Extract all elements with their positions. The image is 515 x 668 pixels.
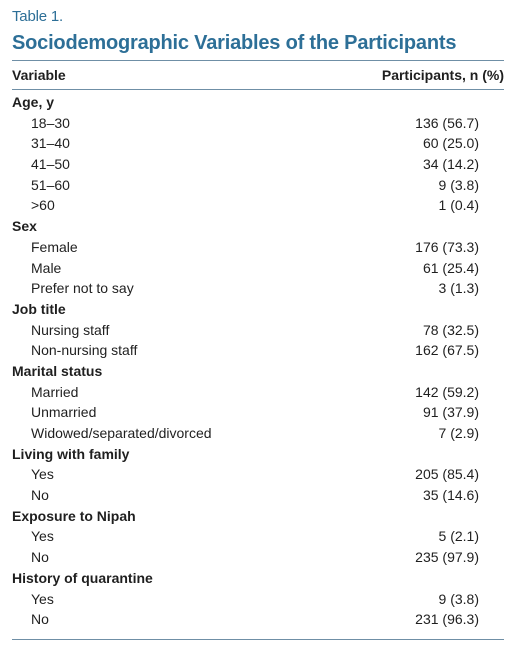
table-row: [12, 464, 504, 485]
table-row: [12, 133, 504, 154]
row-value: 60 (25.0): [422, 135, 479, 152]
row-label: Nursing staff: [31, 321, 110, 338]
row-label: 31–40: [31, 135, 70, 152]
row-value: 235 (97.9): [415, 549, 479, 566]
table-row: [12, 258, 504, 279]
row-value: 7 (2.9): [438, 425, 479, 441]
table-row: [12, 340, 504, 361]
row-label: No: [31, 611, 49, 628]
table-row: [12, 526, 504, 547]
row-value: 91 (37.9): [422, 404, 479, 421]
table-row: [12, 547, 504, 568]
row-value: 162 (67.5): [415, 342, 479, 359]
category-row-job-title: [12, 299, 504, 320]
table-row: [12, 175, 504, 196]
row-label: No: [31, 549, 49, 566]
row-label: 41–50: [31, 156, 70, 173]
column-header-participants: Participants, n (%): [381, 67, 504, 83]
category-label: Marital status: [12, 362, 103, 379]
table-container: [12, 6, 504, 640]
row-value: 35 (14.6): [422, 487, 479, 504]
row-label: Yes: [31, 528, 54, 545]
row-value: 3 (1.3): [438, 280, 479, 297]
category-row-exposure-to-nipah: [12, 506, 504, 527]
table-row: [12, 320, 504, 341]
row-label: Unmarried: [31, 404, 97, 421]
row-label: Married: [31, 383, 79, 400]
category-label: Sex: [12, 218, 37, 235]
row-label: Prefer not to say: [31, 280, 134, 297]
row-value: 78 (32.5): [422, 321, 479, 338]
row-label: >60: [31, 197, 55, 214]
category-label: Living with family: [12, 445, 130, 462]
row-value: 142 (59.2): [415, 383, 479, 400]
table-row: [12, 237, 504, 258]
row-value: 5 (2.1): [438, 528, 479, 545]
row-label: Widowed/separated/divorced: [31, 425, 212, 441]
table-header-row: [12, 60, 504, 90]
table-row: [12, 589, 504, 610]
category-row-marital-status: [12, 361, 504, 382]
row-label: Male: [31, 259, 62, 276]
category-row-age-y: [12, 92, 504, 113]
table-row: [12, 402, 504, 423]
table-body: [12, 90, 504, 630]
table-row: [12, 485, 504, 506]
row-label: Female: [31, 238, 78, 255]
row-label: Non-nursing staff: [31, 342, 138, 359]
category-row-history-of-quarantine: [12, 568, 504, 589]
row-value: 1 (0.4): [438, 197, 479, 214]
row-label: 51–60: [31, 176, 70, 193]
category-label: Job title: [12, 300, 66, 317]
table-row: [12, 154, 504, 175]
table-row: [12, 278, 504, 299]
category-label: History of quarantine: [12, 569, 153, 586]
category-label: Age, y: [12, 94, 55, 110]
table-label: Table 1.: [12, 8, 63, 25]
row-value: 231 (96.3): [415, 611, 479, 628]
row-value: 61 (25.4): [422, 259, 479, 276]
table-row: [12, 609, 504, 630]
row-label: Yes: [31, 590, 54, 607]
row-value: 205 (85.4): [415, 466, 479, 483]
category-label: Exposure to Nipah: [12, 507, 136, 524]
row-label: 18–30: [31, 114, 70, 131]
row-value: 176 (73.3): [415, 238, 479, 255]
row-value: 34 (14.2): [422, 156, 479, 173]
table-title: Sociodemographic Variables of the Participants: [12, 32, 457, 54]
row-label: Yes: [31, 466, 54, 483]
category-row-living-with-family: [12, 444, 504, 465]
category-row-sex: [12, 216, 504, 237]
row-value: 9 (3.8): [438, 590, 479, 607]
column-header-variable: Variable: [12, 67, 66, 83]
row-value: 136 (56.7): [415, 114, 479, 131]
table-row: [12, 423, 504, 444]
row-label: No: [31, 487, 49, 504]
table-bottom-rule: [12, 639, 504, 640]
row-value: 9 (3.8): [438, 176, 479, 193]
table-row: [12, 195, 504, 216]
table-row: [12, 382, 504, 403]
table-row: [12, 113, 504, 134]
